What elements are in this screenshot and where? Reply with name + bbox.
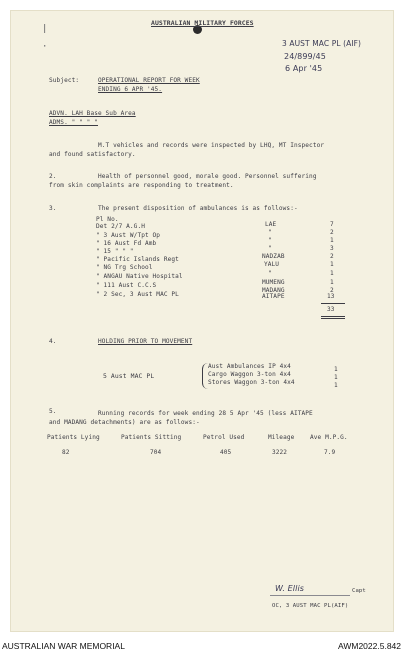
table-row-location: " xyxy=(268,229,272,236)
records-header: Patients Sitting xyxy=(121,434,182,441)
para-1-line-2: and found satisfactory. xyxy=(49,151,136,158)
subject-line-2: ENDING 6 APR '45. xyxy=(98,86,163,93)
table-total: 33 xyxy=(327,306,335,313)
records-header: Ave M.P.G. xyxy=(310,434,348,441)
para-1-line-1: M.T vehicles and records were inspected by LHQ, MT Inspector xyxy=(98,142,325,149)
para-3-number: 3. xyxy=(49,205,57,212)
total-rule-bottom xyxy=(321,316,345,317)
table-row-unit: " Pacific Islands Regt xyxy=(96,256,179,263)
archive-caption: AUSTRALIAN WAR MEMORIAL xyxy=(2,641,125,651)
subject-label: Subject: xyxy=(49,77,80,84)
holding-item-desc: Stores Waggon 3-ton 4x4 xyxy=(208,379,295,386)
addressee-line-1: ADVN. LAH Base Sub Area xyxy=(49,110,136,117)
margin-mark: | xyxy=(42,24,48,34)
table-row-location: MUMENG xyxy=(262,279,285,286)
table-row-quantity: 7 xyxy=(330,221,334,228)
para-3-intro: The present disposition of ambulances is as follows:- xyxy=(98,205,298,212)
table-row-quantity: 3 xyxy=(330,245,334,252)
table-row-unit: " 111 Aust C.C.S xyxy=(96,282,157,289)
document-date: 6 Apr '45 xyxy=(285,64,323,73)
table-row-location: YALU xyxy=(264,261,280,268)
table-row-unit: " 2 Sec, 3 Aust MAC PL xyxy=(96,291,179,298)
table-row-quantity: 2 xyxy=(330,253,334,260)
para-5-line-1: Running records for week ending 28 5 Apr '45 (less AITAPE xyxy=(98,410,313,417)
column-header: Pl No. xyxy=(96,216,119,223)
table-row-location: AITAPE xyxy=(262,293,285,300)
holding-item-qty: 1 xyxy=(334,382,338,389)
holding-item-qty: 1 xyxy=(334,366,338,373)
records-value: 3222 xyxy=(272,449,288,456)
records-header: Mileage xyxy=(268,434,295,441)
records-header: Petrol Used xyxy=(203,434,245,441)
records-value: 82 xyxy=(62,449,70,456)
holding-unit: 5 Aust MAC PL xyxy=(103,372,155,380)
total-rule-top xyxy=(321,303,345,304)
para-2-line-2: from skin complaints are responding to treatment. xyxy=(49,182,234,189)
table-row-location: " xyxy=(268,245,272,252)
table-row-location: " xyxy=(268,237,272,244)
para-4-number: 4. xyxy=(49,338,57,345)
addressee-line-2: ADMS. " " " " xyxy=(49,119,98,126)
table-row-unit: " 3 Aust W/Tpt Op xyxy=(96,232,161,239)
subject-line-1: OPERATIONAL REPORT FOR WEEK xyxy=(98,77,200,84)
table-row-unit: " ANGAU Native Hospital xyxy=(96,273,183,280)
para-2-line-1: Health of personnel good, morale good. Personnel suffering xyxy=(98,173,317,180)
table-row-quantity: 1 xyxy=(330,261,334,268)
holding-item-qty: 1 xyxy=(334,374,338,381)
total-rule-double xyxy=(321,318,345,319)
margin-mark: · xyxy=(42,42,48,52)
table-row-location: MADANG xyxy=(262,287,285,294)
table-row-unit: " 16 Aust Fd Amb xyxy=(96,240,157,247)
document-title: AUSTRALIAN MILITARY FORCES xyxy=(151,19,254,27)
signature-title: OC, 3 AUST MAC PL(AIF) xyxy=(272,603,349,609)
table-row-quantity: 13 xyxy=(327,293,335,300)
table-row-unit: " 15 " " " xyxy=(96,248,134,255)
table-row-quantity: 2 xyxy=(330,287,334,294)
catalogue-number: AWM2022.5.842 xyxy=(338,641,401,651)
signature-rank: Capt xyxy=(352,588,366,594)
reference-number: 24/899/45 xyxy=(284,52,326,61)
table-row-unit: Det 2/7 A.G.H xyxy=(96,223,145,230)
para-5-line-2: and MADANG detachments) are as follows:- xyxy=(49,419,200,426)
document-page xyxy=(10,10,394,632)
table-row-quantity: 1 xyxy=(330,270,334,277)
table-row-location: NADZAB xyxy=(262,253,285,260)
handwritten-signature: W. Ellis xyxy=(275,584,305,593)
holding-item-desc: Cargo Waggon 3-ton 4x4 xyxy=(208,371,291,378)
table-row-quantity: 1 xyxy=(330,237,334,244)
holding-item-desc: Aust Ambulances IP 4x4 xyxy=(208,363,291,370)
records-value: 405 xyxy=(220,449,232,456)
para-2-number: 2. xyxy=(49,173,57,180)
unit-name: 3 AUST MAC PL (AIF) xyxy=(282,39,362,48)
records-value: 704 xyxy=(150,449,162,456)
para-4-heading: HOLDING PRIOR TO MOVEMENT xyxy=(98,338,193,345)
records-header: Patients Lying xyxy=(47,434,100,441)
records-value: 7.9 xyxy=(324,449,336,456)
table-row-location: " xyxy=(268,270,272,277)
signature-line xyxy=(270,595,350,596)
table-row-location: LAE xyxy=(265,221,277,228)
table-row-unit: " NG Trg School xyxy=(96,264,153,271)
para-5-number: 5. xyxy=(49,408,57,415)
table-row-quantity: 1 xyxy=(330,279,334,286)
table-row-quantity: 2 xyxy=(330,229,334,236)
